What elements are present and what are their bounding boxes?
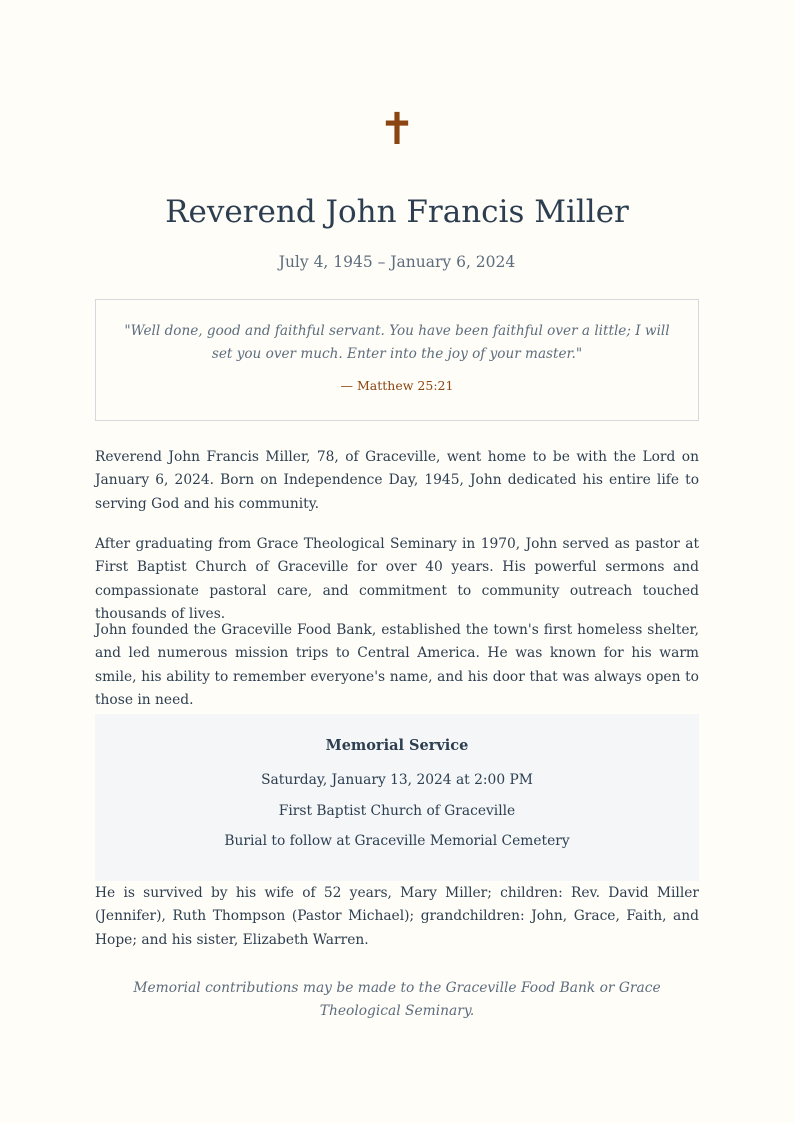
scripture-quote-box [95,299,699,421]
cross-icon: ✝ [378,104,416,155]
life-dates: July 4, 1945 – January 6, 2024 [278,253,516,271]
service-title: Memorial Service [325,737,469,754]
memorial-contributions-note: Memorial contributions may be made to the Graceville Food Bank or Grace Theological Seminary. [133,980,661,1020]
page-title: Reverend John Francis Miller [165,194,629,230]
service-datetime: Saturday, January 13, 2024 at 2:00 PM [261,772,533,788]
memorial-service-box [95,714,699,881]
scripture-reference: — Matthew 25:21 [340,378,454,393]
obituary-paragraph-outreach: John founded the Graceville Food Bank, established the town's first homeless shelter, and led numerous mission trips to Central America. He was known for his warm smile, his ability to remember everyone's name, and his door that was always open to those in need. [95,622,699,709]
scripture-quote: "Well done, good and faithful servant. You have been faithful over a little; I will set you over much. Enter into the joy of your master." [124,323,670,362]
survivors-paragraph: He is survived by his wife of 52 years, Mary Miller; children: Rev. David Miller (Jennifer), Ruth Thompson (Pastor Michael); grandchildren: John, Grace, Faith, and Hope; and his sister, Elizabeth Warren. [95,885,699,948]
service-burial: Burial to follow at Graceville Memorial Cemetery [224,833,570,849]
obituary-paragraph-intro: Reverend John Francis Miller, 78, of Graceville, went home to be with the Lord on January 6, 2024. Born on Independence Day, 1945, John dedicated his entire life to serving God and his community. [95,449,699,512]
obituary-paragraph-ministry: After graduating from Grace Theological Seminary in 1970, John served as pastor at First Baptist Church of Graceville for over 40 years. His powerful sermons and compassionate pastoral care, and commitment to community outreach touched thousands of lives. [95,536,699,623]
service-location: First Baptist Church of Graceville [278,802,516,819]
